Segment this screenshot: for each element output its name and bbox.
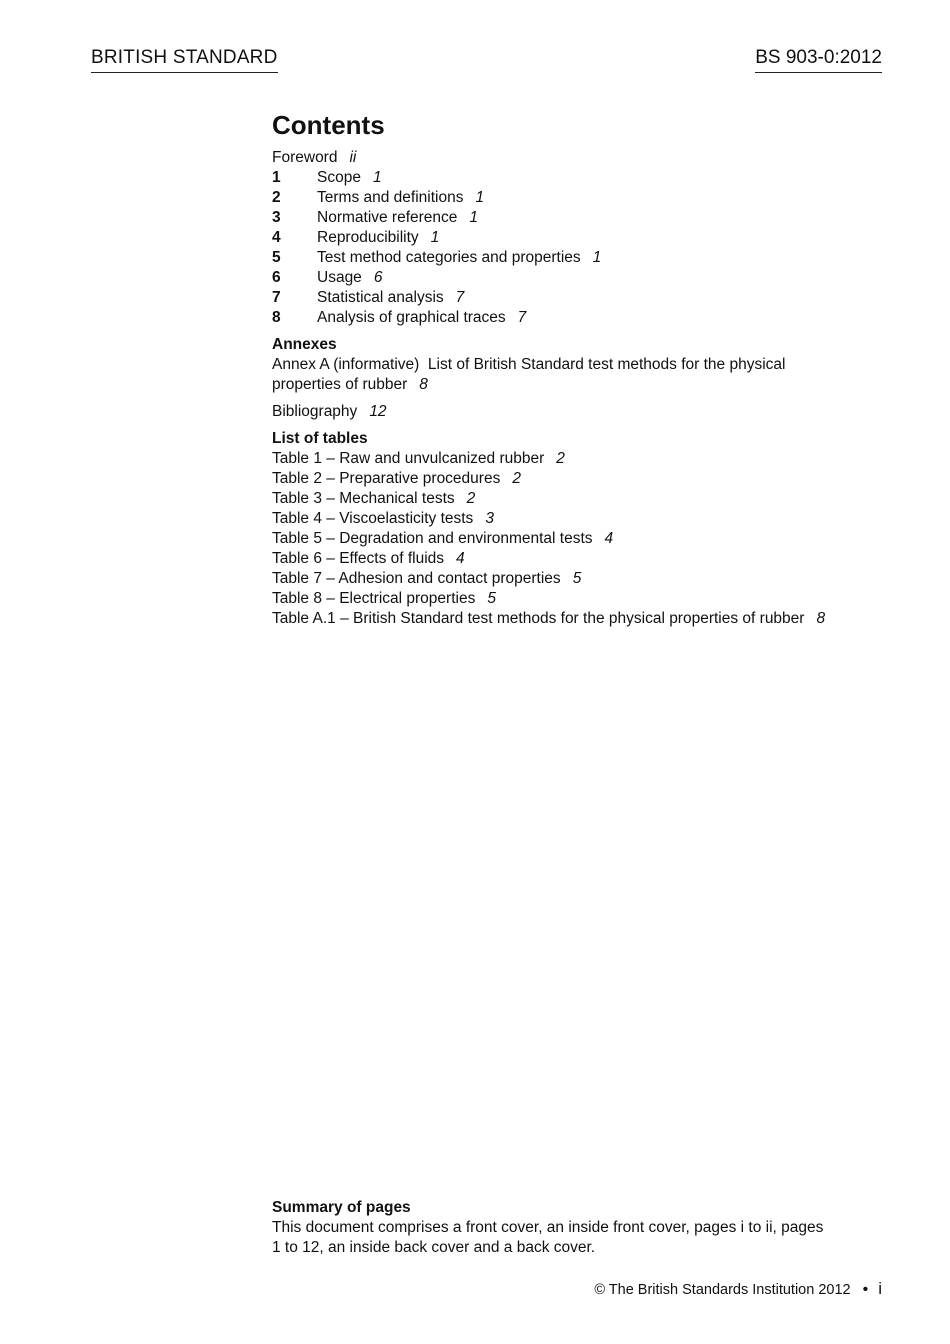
toc-page: 6: [373, 269, 383, 286]
toc-page: 4: [456, 550, 465, 567]
clause-number: 4: [272, 229, 281, 246]
summary-text: This document comprises a front cover, an inside front cover, pages i to ii, pages 1 to 12, an inside back cover and a back cover.: [272, 1219, 824, 1256]
table-list: [272, 449, 892, 629]
toc-entry-bibliography[interactable]: [272, 402, 892, 422]
summary-title: Summary of pages: [272, 1199, 411, 1216]
header-standard-label: BRITISH STANDARD: [91, 46, 278, 73]
clause-number: 2: [272, 189, 281, 206]
toc-label: Foreword: [272, 149, 338, 166]
toc-page: 1: [372, 169, 382, 186]
toc-entry-foreword[interactable]: [272, 148, 892, 168]
clause-number: 3: [272, 209, 281, 226]
header-document-number: BS 903-0:2012: [755, 46, 882, 73]
annexes-heading: Annexes: [272, 336, 337, 353]
toc-page: 3: [485, 510, 494, 527]
toc-entry-table[interactable]: [272, 569, 892, 589]
toc-entry-clause[interactable]: [272, 248, 892, 268]
toc-label: Annex A (informative) List of British Standard test methods for the physical properties of rubber: [272, 356, 790, 393]
toc-page: 2: [556, 450, 565, 467]
clause-list: [272, 168, 892, 328]
toc-page: 1: [469, 209, 479, 226]
toc-page: 7: [455, 289, 465, 306]
toc-page: ii: [349, 149, 357, 166]
toc-entry-clause[interactable]: [272, 188, 892, 208]
annex-list: [272, 355, 892, 395]
toc-page: 7: [517, 309, 527, 326]
page-title: Contents: [272, 110, 385, 140]
toc-label: Analysis of graphical traces: [317, 309, 506, 326]
toc-label: Statistical analysis: [317, 289, 444, 306]
bullet-separator: •: [862, 1281, 869, 1298]
toc-label: Table 5 – Degradation and environmental tests: [272, 530, 593, 547]
toc-label: Reproducibility: [317, 229, 419, 246]
toc-entry-clause[interactable]: [272, 308, 892, 328]
toc-page: 5: [487, 590, 496, 607]
toc-entry-clause[interactable]: [272, 288, 892, 308]
toc-page: 2: [512, 470, 521, 487]
contents-section: [272, 108, 892, 629]
toc-label: Table 8 – Electrical properties: [272, 590, 476, 607]
toc-entry-table[interactable]: [272, 449, 892, 469]
toc-page: 2: [466, 490, 476, 507]
toc-entry-clause[interactable]: [272, 208, 892, 228]
summary-of-pages: [272, 1198, 832, 1258]
toc-label: Bibliography: [272, 403, 358, 420]
toc-label: Terms and definitions: [317, 189, 464, 206]
toc-label: Table 6 – Effects of fluids: [272, 550, 445, 567]
tables-heading: List of tables: [272, 430, 368, 447]
toc-entry-clause[interactable]: [272, 228, 892, 248]
clause-number: 5: [272, 249, 281, 266]
toc-page: 1: [475, 189, 485, 206]
toc-label: Scope: [317, 169, 361, 186]
toc-entry-table[interactable]: [272, 609, 892, 629]
page-footer: [594, 1279, 882, 1300]
clause-number: 6: [272, 269, 281, 286]
copyright-notice: © The British Standards Institution 2012: [594, 1282, 851, 1298]
toc-entry-table[interactable]: [272, 589, 892, 609]
clause-number: 8: [272, 309, 281, 326]
toc-page: 12: [369, 403, 387, 420]
toc-label: Usage: [317, 269, 362, 286]
toc-entry-clause[interactable]: [272, 268, 892, 288]
toc-label: Table 1 – Raw and unvulcanized rubber: [272, 450, 545, 467]
toc-page: 4: [604, 530, 614, 547]
toc-page: 1: [592, 249, 602, 266]
toc-entry-annex[interactable]: [272, 355, 842, 395]
clause-number: 7: [272, 289, 281, 306]
toc-label: Table A.1 – British Standard test methods for the physical properties of rubber: [272, 610, 805, 627]
toc-entry-table[interactable]: [272, 469, 892, 489]
toc-page: 1: [430, 229, 440, 246]
toc-page: 8: [816, 610, 826, 627]
toc-label: Table 2 – Preparative procedures: [272, 470, 501, 487]
toc-page: 8: [419, 376, 428, 393]
toc-label: Test method categories and properties: [317, 249, 581, 266]
toc-entry-table[interactable]: [272, 489, 892, 509]
clause-number: 1: [272, 169, 281, 186]
toc-label: Normative reference: [317, 209, 458, 226]
toc-label: Table 3 – Mechanical tests: [272, 490, 455, 507]
toc-entry-table[interactable]: [272, 549, 892, 569]
toc-page: 5: [572, 570, 582, 587]
page-number: i: [878, 1279, 882, 1298]
toc-label: Table 7 – Adhesion and contact properties: [272, 570, 561, 587]
toc-entry-clause[interactable]: [272, 168, 892, 188]
toc-entry-table[interactable]: [272, 509, 892, 529]
toc-label: Table 4 – Viscoelasticity tests: [272, 510, 474, 527]
toc-entry-table[interactable]: [272, 529, 892, 549]
